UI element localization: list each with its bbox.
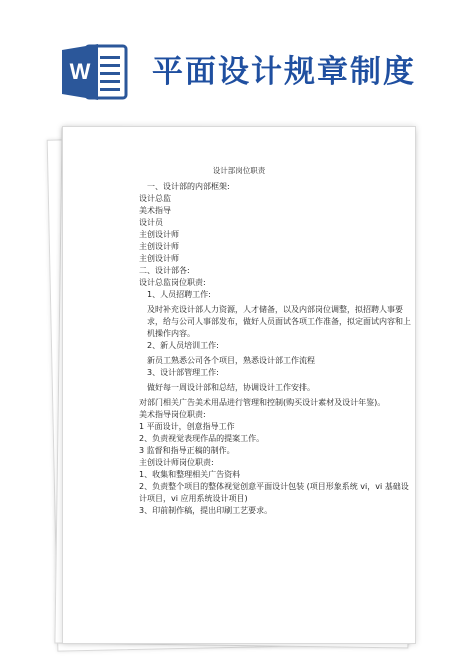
document-line: 设计总监 [139,194,171,203]
document-line: 设计总监岗位职责: [139,278,206,287]
document-line: 3、印前制作稿，提出印刷工艺要求。 [139,506,273,515]
document-line: 2、负责整个项目的整体视觉创意平面设计包装 (项目形象系统 vi，vi 基础设计项目，vi 应用系统设计项目) [139,482,409,503]
document-line: 新员工熟悉公司各个项目，熟悉设计部工作流程 [147,356,315,365]
document-line: 3 监督和指导正稿的制作。 [139,446,235,455]
document-line: 美术指导岗位职责: [139,410,206,419]
svg-text:W: W [69,59,91,84]
document-preview [60,126,416,646]
document-line: 1 平面设计，创意指导工作 [139,422,235,431]
word-document-icon [62,40,130,104]
document-line: 设计员 [139,218,163,227]
document-line: 主创设计师岗位职责: [139,458,214,467]
document-line: 主创设计师 [139,254,179,263]
document-title: 设计部岗位职责 [212,166,266,175]
document-page [62,126,416,644]
document-line: 对部门相关广告美术用品进行管理和控制(购买设计素材及设计年鉴)。 [139,398,386,407]
document-line: 1、收集和整理相关广告资料 [139,470,241,479]
document-line: 主创设计师 [139,230,179,239]
document-line: 2、负责视觉表现作品的提案工作。 [139,434,265,443]
document-line: 主创设计师 [139,242,179,251]
page-header [0,0,474,120]
document-line: 2、新人员培训工作: [147,341,219,350]
document-body [139,181,411,517]
document-line: 及时补充设计部人力资源，人才储备，以及内部岗位调整，拟招聘人事要求，给与公司人事部发布，做好人员面试各项工作准备，拟定面试内容和上机操作内容。 [147,305,411,338]
document-line: 1、人员招聘工作: [147,290,211,299]
document-line: 3、设计部管理工作: [147,368,219,377]
page-title: 平面设计规章制度 [152,54,416,90]
document-line: 美术指导 [139,206,171,215]
document-line: 做好每一周设计部和总结，协调设计工作安排。 [147,383,315,392]
document-line: 一、设计部的内部框架: [147,182,230,191]
document-line: 二、设计部各: [139,266,190,275]
